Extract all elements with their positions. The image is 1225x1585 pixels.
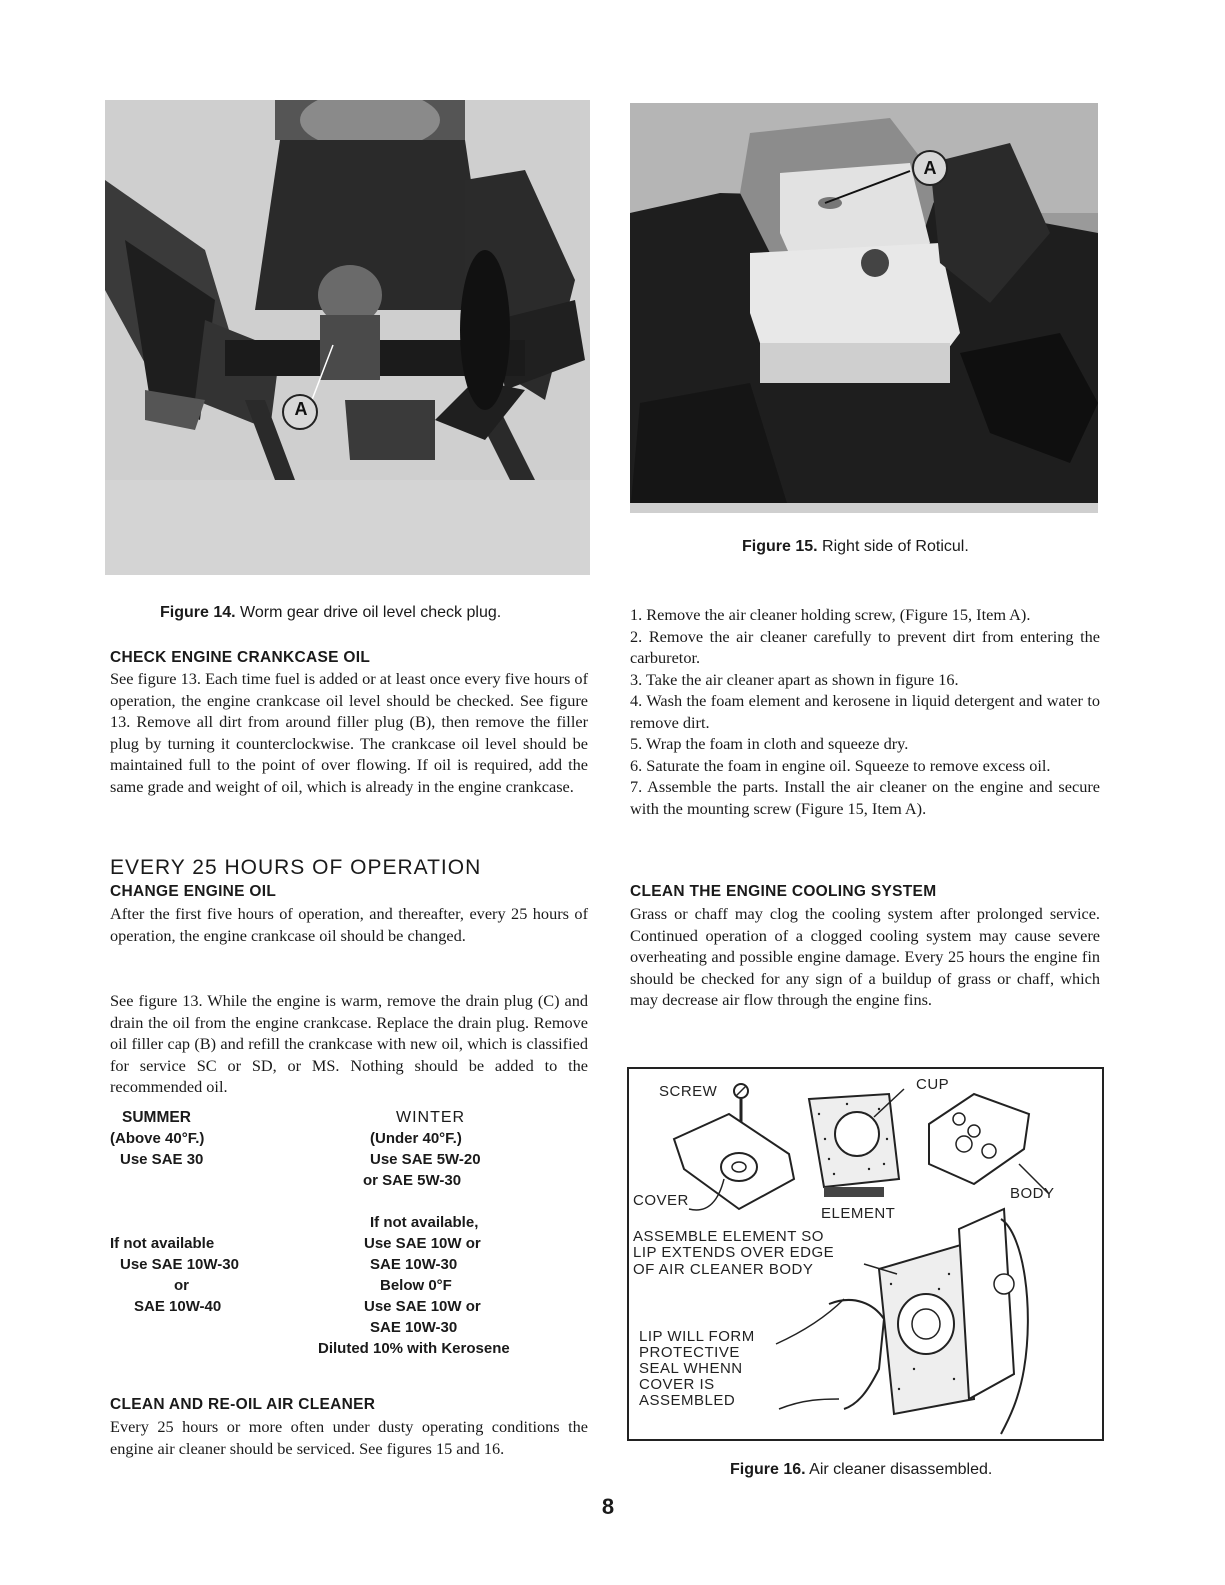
summer-alt-or: or: [174, 1277, 189, 1294]
winter-below: Below 0°F: [380, 1277, 452, 1294]
every25-heading: EVERY 25 HOURS OF OPERATION: [110, 856, 482, 879]
figure14-caption-text: Worm gear drive oil level check plug.: [240, 604, 502, 621]
oil-table-summer: [110, 1107, 310, 1317]
winter-alt-oil2: SAE 10W-30: [370, 1256, 458, 1273]
label-lip-2: PROTECTIVE: [639, 1344, 740, 1361]
cooling-body: Grass or chaff may clog the cooling system after prolonged service. Continued operation of a clogged cooling system may cause severe overheating and possible engine damage. Every 25 hours the engine fin should be checked for any sign of a buildup of grass or chaff, which may decrease air flow through the engine fins.: [630, 904, 1100, 1009]
winter-alt-heading: If not available,: [370, 1214, 479, 1231]
label-assemble-3: OF AIR CLEANER BODY: [633, 1261, 814, 1278]
summer-alt-heading: If not available: [110, 1235, 215, 1252]
winter-heading: WINTER: [396, 1109, 466, 1126]
step-5: 5. Wrap the foam in cloth and squeeze dry.: [630, 734, 909, 753]
figure16-label: Figure 16.: [730, 1461, 806, 1478]
summer-range: (Above 40°F.): [110, 1130, 205, 1147]
summer-oil: Use SAE 30: [120, 1151, 204, 1168]
step-7: 7. Assemble the parts. Install the air cleaner on the engine and secure with the mounting screw (Figure 15, Item A).: [630, 777, 1100, 818]
summer-alt-oil: Use SAE 10W-30: [120, 1256, 239, 1273]
label-body: BODY: [1010, 1185, 1055, 1202]
label-assemble-2: LIP EXTENDS OVER EDGE: [633, 1244, 835, 1261]
label-element: ELEMENT: [821, 1205, 896, 1222]
step-4: 4. Wash the foam element and kerosene in liquid detergent and water to remove dirt.: [630, 691, 1100, 732]
figure14-callout: A: [294, 399, 308, 419]
step-3: 3. Take the air cleaner apart as shown in figure 16.: [630, 669, 959, 689]
figure14-photo: [105, 100, 590, 575]
winter-range: (Under 40°F.): [370, 1130, 462, 1147]
figure16-caption-text: Air cleaner disassembled.: [809, 1461, 993, 1478]
figure16-caption: [730, 1461, 1090, 1479]
figure15-photo: [630, 103, 1098, 513]
air-cleaner-body: Every 25 hours or more often under dusty operating conditions the engine air cleaner should be serviced. See figures 15 and 16.: [110, 1417, 588, 1458]
winter-diluted: Diluted 10% with Kerosene: [318, 1340, 510, 1357]
air-cleaner-heading: CLEAN AND RE-OIL AIR CLEANER: [110, 1396, 376, 1413]
step-2: 2. Remove the air cleaner carefully to prevent dirt from entering the carburetor.: [630, 626, 1100, 667]
change-oil-heading: CHANGE ENGINE OIL: [110, 883, 277, 900]
winter-below-oil2: SAE 10W-30: [370, 1319, 458, 1336]
figure14-label: Figure 14.: [160, 604, 236, 621]
label-assemble-1: ASSEMBLE ELEMENT SO: [633, 1228, 824, 1245]
figure15-caption: [742, 538, 1102, 556]
figure14-caption: [160, 604, 590, 622]
summer-alt-oil2: SAE 10W-40: [134, 1298, 222, 1315]
oil-table-winter: [318, 1107, 558, 1359]
step-1: 1. Remove the air cleaner holding screw, (Figure 15, Item A).: [630, 605, 1031, 624]
steps-list: [630, 604, 1100, 819]
change-oil-para1: After the first five hours of operation, and thereafter, every 25 hours of operation, the engine crankcase oil should be changed.: [110, 904, 588, 945]
check-oil-heading: CHECK ENGINE CRANKCASE OIL: [110, 649, 371, 666]
winter-alt-oil: Use SAE 10W or: [364, 1235, 481, 1252]
label-cover: COVER: [633, 1192, 689, 1209]
cooling-heading: CLEAN THE ENGINE COOLING SYSTEM: [630, 883, 937, 900]
winter-oil: Use SAE 5W-20: [370, 1151, 481, 1168]
winter-oil-alt: or SAE 5W-30: [363, 1172, 462, 1189]
figure16-diagram: [627, 1067, 1104, 1441]
figure15-label: Figure 15.: [742, 538, 818, 555]
winter-below-oil: Use SAE 10W or: [364, 1298, 481, 1315]
label-screw: SCREW: [659, 1083, 718, 1100]
change-oil-para2: See figure 13. While the engine is warm, remove the drain plug (C) and drain the oil from the engine crankcase. Replace the drain plug. Remove oil filler cap (B) and refill the crankcase with new oil, which is classified for service SC or SD, or MS. Nothing should be added to the recommended oil.: [110, 991, 588, 1096]
step-6: 6. Saturate the foam in engine oil. Squeeze to remove excess oil.: [630, 755, 1051, 775]
label-lip-4: COVER IS: [639, 1376, 715, 1393]
figure15-callout: A: [923, 158, 937, 178]
summer-heading: SUMMER: [122, 1109, 191, 1126]
label-lip-5: ASSEMBLED: [639, 1392, 736, 1409]
check-oil-body: See figure 13. Each time fuel is added or at least once every five hours of operation, the engine crankcase oil level should be checked. See figure 13. Remove all dirt from around filler plug (B), then remove the filler plug by turning it counterclockwise. The crankcase oil level should be maintained full to the point of over flowing. If oil is required, add the same grade and weight of oil, which is already in the engine crankcase.: [110, 669, 588, 796]
figure15-caption-text: Right side of Roticul.: [822, 538, 969, 555]
label-lip-3: SEAL WHENN: [639, 1360, 743, 1377]
label-lip-1: LIP WILL FORM: [639, 1328, 755, 1345]
label-cup: CUP: [916, 1076, 950, 1093]
page-number: 8: [601, 1494, 615, 1519]
